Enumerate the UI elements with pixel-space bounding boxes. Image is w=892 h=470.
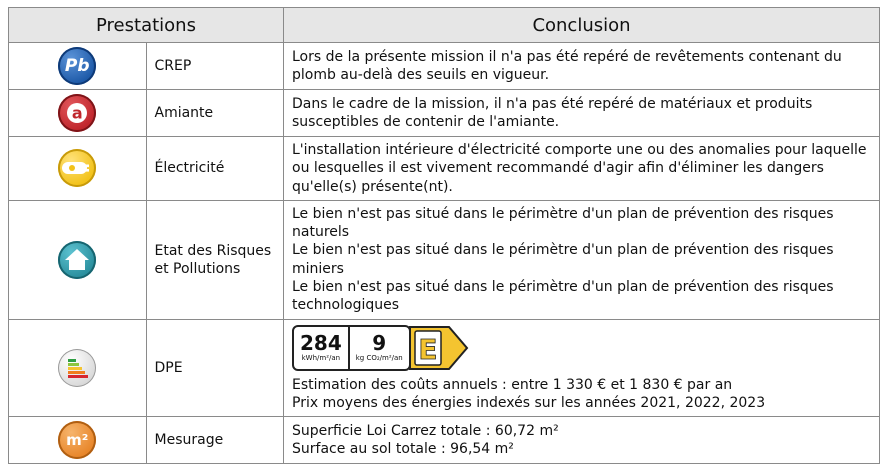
- conclusion-line: Le bien n'est pas situé dans le périmètre d'un plan de prévention des risques technologiques: [292, 279, 834, 314]
- lead-pb-icon: Pb: [58, 47, 96, 85]
- asbestos-a-icon: a: [58, 94, 96, 132]
- prestation-name: DPE: [146, 319, 284, 417]
- energy-rating-bars-icon: [58, 349, 96, 387]
- prestation-name: Amiante: [146, 90, 284, 137]
- diagnostics-summary-table: [8, 7, 880, 464]
- electrical-plug-icon: [58, 149, 96, 187]
- table-row-electricite: [9, 137, 880, 201]
- dpe-values-box: [292, 325, 411, 371]
- m2-icon: m²: [58, 421, 96, 459]
- table-row-risques: [9, 200, 880, 319]
- conclusion-text: Dans le cadre de la mission, il n'a pas été repéré de matériaux et produits susceptibles de contenir de l'amiante.: [284, 90, 880, 137]
- table-header-row: [9, 8, 880, 43]
- prestation-name: Électricité: [146, 137, 284, 201]
- table-row-dpe: [9, 319, 880, 417]
- header-conclusion: Conclusion: [284, 8, 880, 43]
- table-row-crep: [9, 43, 880, 90]
- table-row-amiante: [9, 90, 880, 137]
- prestation-name: Etat des Risques et Pollutions: [146, 200, 284, 319]
- conclusion-text: L'installation intérieure d'électricité comporte une ou des anomalies pour laquelle ou lesquelles il est vivement recommandé d'agir afin d'éliminer les dangers qu'elle(s) présente(nt).: [284, 137, 880, 201]
- table-row-mesurage: [9, 417, 880, 464]
- energy-class-letter: E: [418, 332, 438, 366]
- energy-consumption-value: 284: [300, 331, 342, 356]
- energy-class-badge: [409, 325, 469, 371]
- ges-emission-unit: kg CO₂/m²/an: [355, 354, 403, 363]
- conclusion-line: Estimation des coûts annuels : entre 1 330 € et 1 830 € par an: [292, 376, 733, 393]
- prestation-name: Mesurage: [146, 417, 284, 464]
- conclusion-line: Le bien n'est pas situé dans le périmètre d'un plan de prévention des risques miniers: [292, 242, 834, 277]
- prestation-name: CREP: [146, 43, 284, 90]
- energy-consumption-unit: kWh/m²/an: [301, 354, 341, 363]
- conclusion-line: Le bien n'est pas situé dans le périmètre d'un plan de prévention des risques naturels: [292, 205, 834, 241]
- header-prestations: Prestations: [9, 8, 284, 43]
- dpe-label: [292, 325, 871, 371]
- conclusion-text: [284, 200, 880, 319]
- house-icon: [58, 241, 96, 279]
- conclusion-line: Surface au sol totale : 96,54 m²: [292, 441, 514, 458]
- ges-emission-value: 9: [372, 331, 387, 356]
- conclusion-text: Lors de la présente mission il n'a pas été repéré de revêtements contenant du plomb au-delà des seuils en vigueur.: [284, 43, 880, 90]
- conclusion-line: Superficie Loi Carrez totale : 60,72 m²: [292, 422, 559, 439]
- conclusion-line: Prix moyens des énergies indexés sur les années 2021, 2022, 2023: [292, 394, 766, 411]
